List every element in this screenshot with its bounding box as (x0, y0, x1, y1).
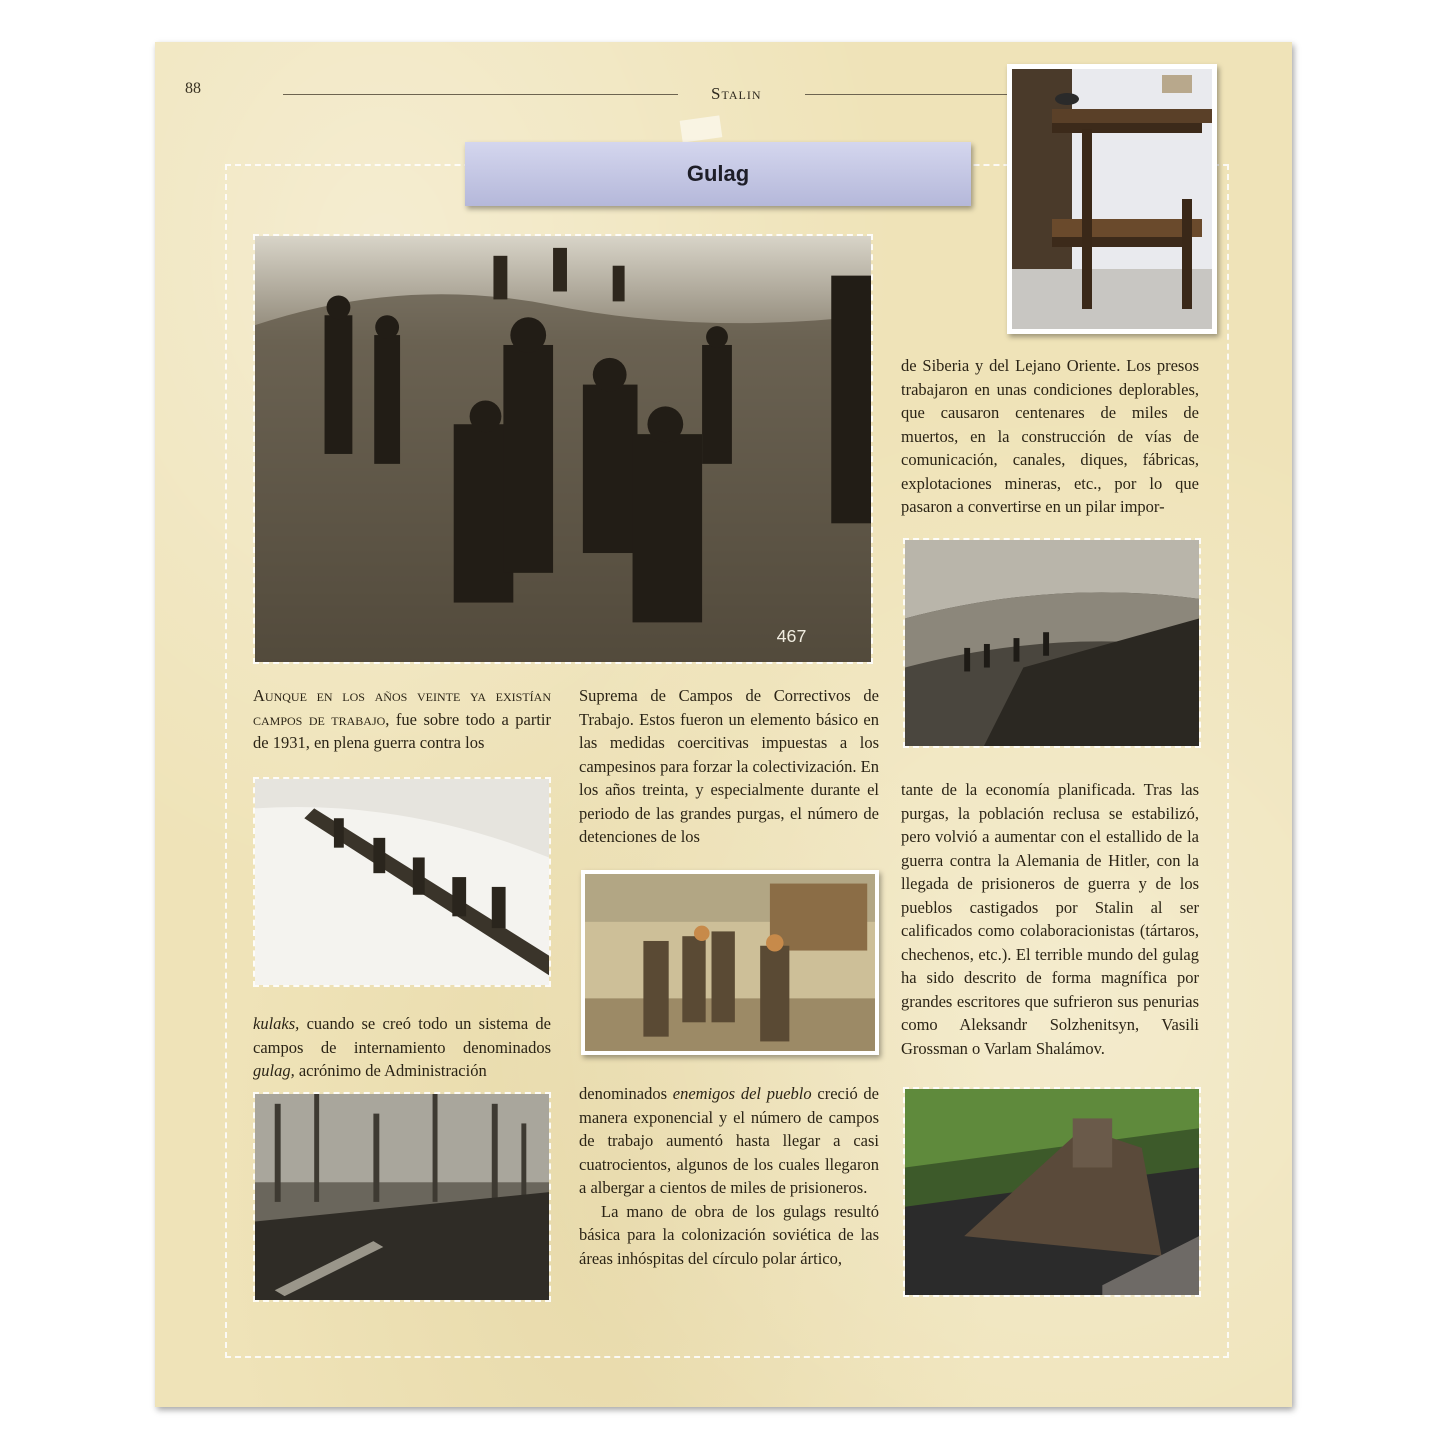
column3-text: tante de la economía planificada. Tras las purgas, la población reclusa se estabilizó, pero volvió a aumentar con el estallido de la guerra contra la Alemania de Hitler, con la llegada de prisioneros de guerra y de los pueblos castigados por Stalin al ser calificados como colaboracionistas (tártaros, chechenos, etc.). El terrible mundo del gulag ha sido descrito de forma magnífica por grandes escritores que sufrieron sus penurias como Aleksandr Solzhenitsyn, Vasili Grossman o Varlam Shalámov. (901, 780, 1199, 1058)
photo-mine-ruins (903, 1087, 1201, 1297)
section-title: Gulag (686, 161, 750, 186)
painting-camp-scene (581, 870, 879, 1055)
book-page (155, 42, 1292, 1407)
header-rule-left (283, 94, 678, 95)
header-rule-right (805, 94, 1020, 95)
column3-text: de Siberia y del Lejano Oriente. Los presos trabajaron en unas condiciones deplorables, que causaron centenares de miles de muertos, en la construcción de vías de comunicación, canales, diques, fábricas, explotaciones mineras, etc., por lo que pasaron a convertirse en un pilar impor- (901, 356, 1199, 516)
column2-paragraph2 (579, 1082, 879, 1270)
column1-text: cuando se creó todo un sistema de campos de internamiento denominados (253, 1014, 552, 1057)
column1-paragraph2 (253, 1012, 551, 1083)
photo-river-works (903, 538, 1201, 748)
italic-term: kulaks, (253, 1014, 300, 1033)
column2-text: Suprema de Campos de Correctivos de Trabajo. Estos fueron un elemento básico en las medidas coercitivas impuestas a los campesinos para forzar la colectivización. En los años treinta, y especialmente durante el periodo de las grandes purgas, el número de detenciones de los (579, 686, 879, 846)
column1-text: acrónimo de Administración (298, 1061, 487, 1080)
italic-term: enemigos del pueblo (672, 1084, 812, 1103)
italic-term: gulag, (253, 1061, 295, 1080)
photo-forest-camp (253, 1092, 551, 1302)
column2-paragraph1 (579, 684, 879, 849)
column3-paragraph1 (901, 354, 1199, 519)
tape-strip (680, 115, 723, 142)
column3-paragraph2 (901, 778, 1199, 1060)
photo-archive-mark: 467 (776, 626, 807, 647)
photo-prisoners-working (253, 234, 873, 664)
photo-bunks (1007, 64, 1217, 334)
running-title: Stalin (711, 84, 762, 103)
column2-text: creció de manera exponencial y el número de campos de trabajo aumentó hasta llegar a casi cuatrocientos, algunos de los cuales llegaron a albergar a cientos de miles de prisioneros. (579, 1084, 880, 1197)
column2-text: denominados (579, 1084, 667, 1103)
column2-text: La mano de obra de los gulags resultó básica para la colonización soviética de las áreas inhóspitas del círculo polar ártico, (579, 1201, 879, 1268)
photo-snow-railway (253, 777, 551, 987)
lead-in-smallcaps: Aunque en los años veinte ya existían campos de trabajo, (253, 686, 551, 729)
column1-text: fue sobre todo a partir de 1931, en plena guerra contra los (253, 709, 552, 752)
section-title-banner (465, 142, 971, 206)
column1-paragraph1 (253, 684, 551, 755)
page-number: 88 (185, 80, 201, 97)
